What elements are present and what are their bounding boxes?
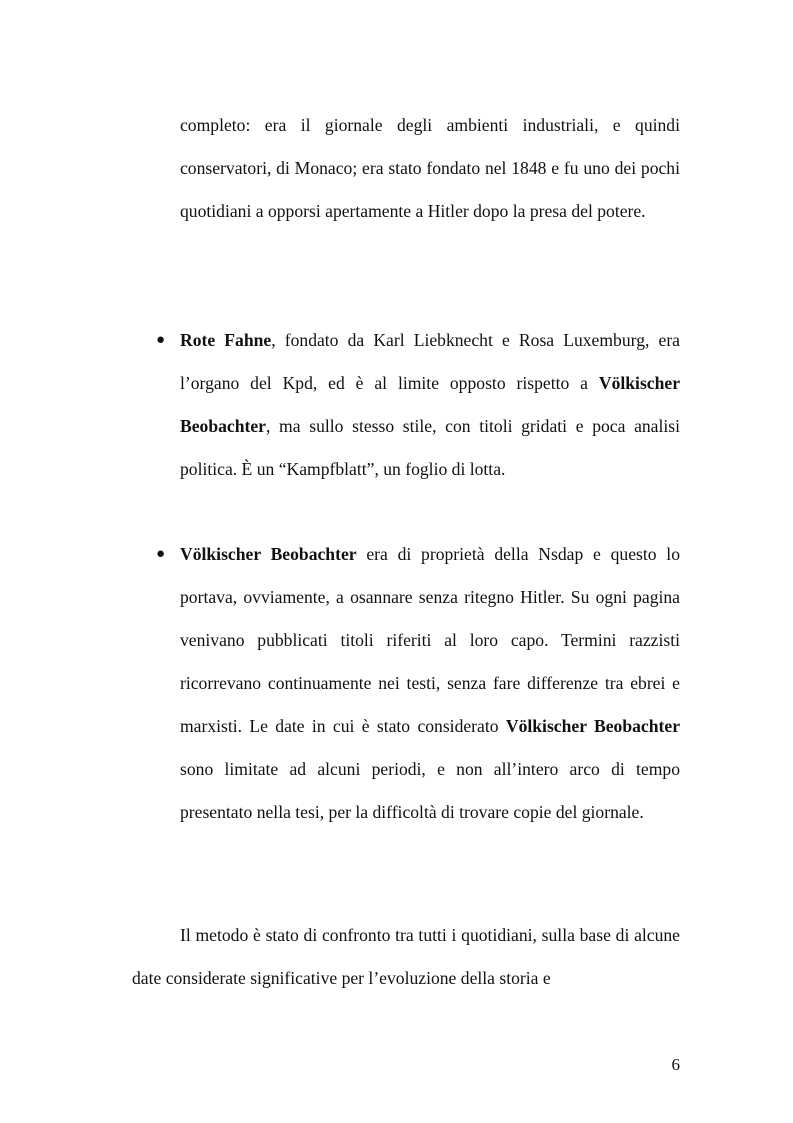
bullet-text: era di proprietà della Nsdap e questo lo portava, ovviamente, a osannare senza ritegno Hitler. Su ogni pagina venivano pubblicati titoli riferiti al loro capo. Termini razzisti ricorrevano continuamente nei testi, senza fare differenze tra ebrei e marxisti. Le date in cui è stato considerato <box>180 544 680 736</box>
newspaper-title: Völkischer Beobachter <box>180 544 357 564</box>
bullet-text: sono limitate ad alcuni periodi, e non all’intero arco di tempo presentato nella tesi, per la difficoltà di trovare copie del giornale. <box>180 759 680 822</box>
bullet-icon: ● <box>156 332 166 348</box>
bullet-text: , fondato da Karl Liebknecht e Rosa Luxemburg, era l’organo del Kpd, ed è al limite opposto rispetto a <box>180 330 680 393</box>
bullet-item-volkischer-beobachter <box>156 533 681 834</box>
continuation-paragraph <box>180 104 680 233</box>
newspaper-reference: Völkischer Beobachter <box>505 716 681 736</box>
method-paragraph <box>132 914 680 1000</box>
bullet-item-rote-fahne <box>156 319 680 491</box>
page-number: 6 <box>671 1055 680 1074</box>
newspaper-reference: Völkischer Beobachter <box>180 373 680 436</box>
bullet-text: , ma sullo stesso stile, con titoli gridati e poca analisi politica. È un “Kampfblatt”, un foglio di lotta. <box>180 416 680 479</box>
continuation-text: completo: era il giornale degli ambienti industriali, e quindi conservatori, di Monaco; era stato fondato nel 1848 e fu uno dei pochi quotidiani a opporsi apertamente a Hitler dopo la presa del potere. <box>180 115 680 221</box>
newspaper-title: Rote Fahne <box>180 330 272 350</box>
method-text: Il metodo è stato di confronto tra tutti i quotidiani, sulla base di alcune date considerate significative per l’evoluzione della storia e <box>132 925 680 988</box>
bullet-icon: ● <box>156 546 166 562</box>
